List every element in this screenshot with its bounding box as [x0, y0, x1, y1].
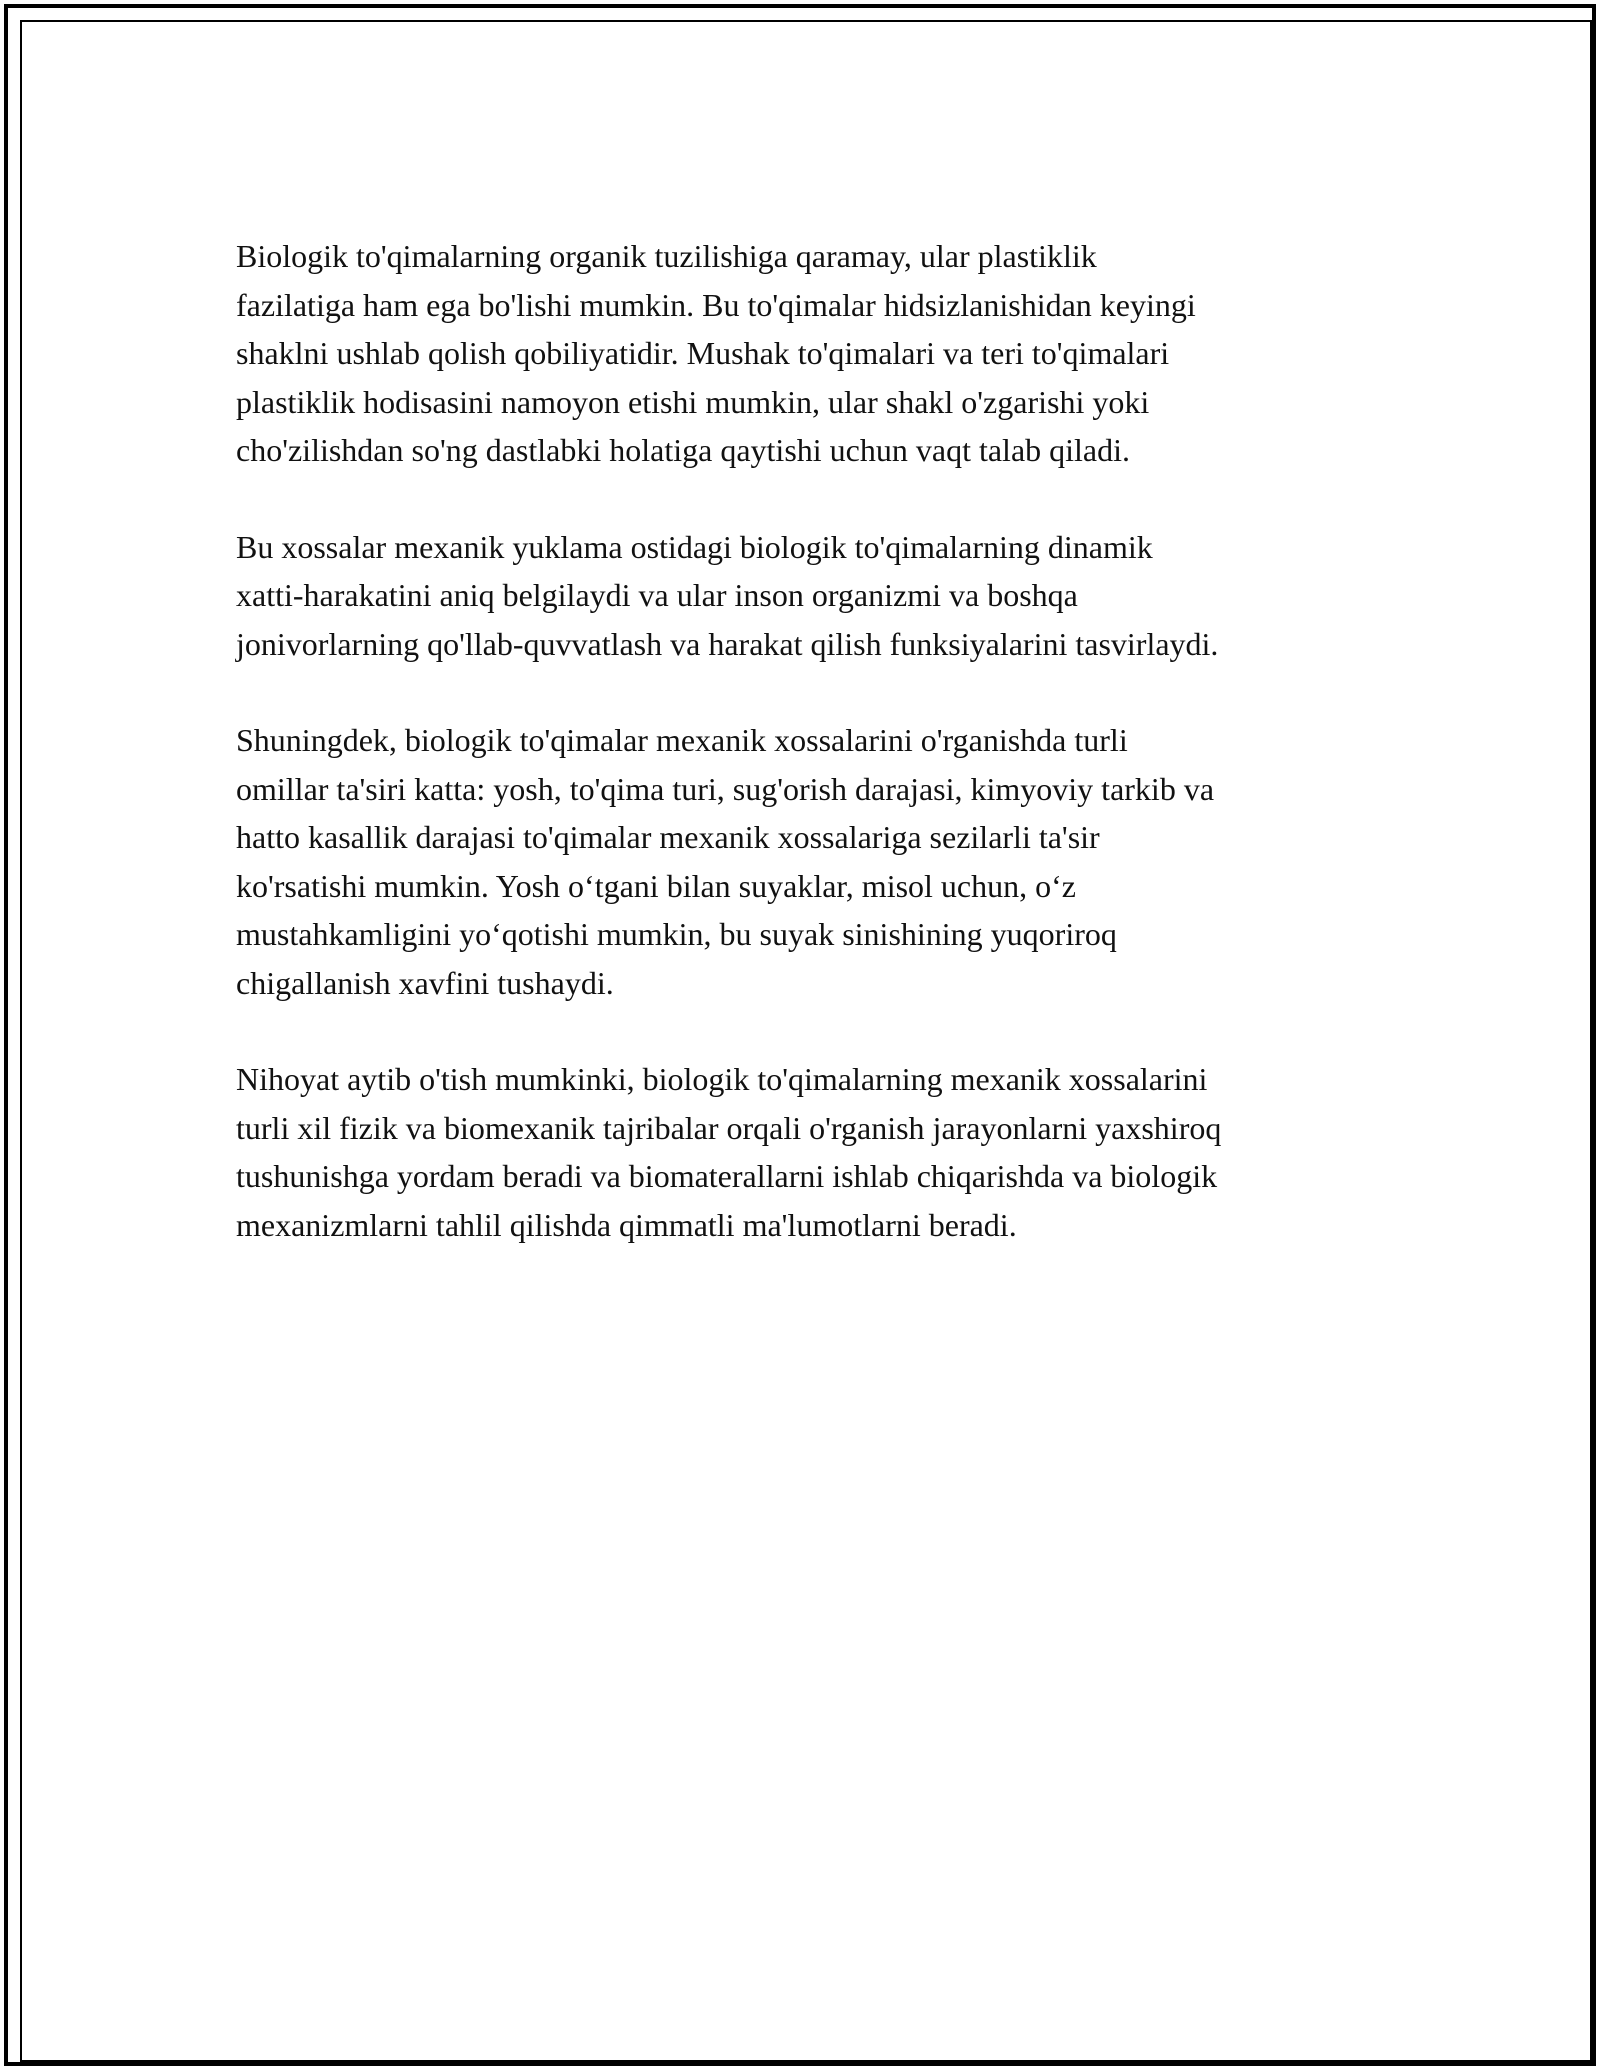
paragraph-1: Biologik to'qimalarning organik tuzilishiga qaramay, ular plastiklik fazilatiga ham ega bo'lishi mumkin. Bu to'qimalar hidsizlanishidan keyingi shaklni ushlab qolish qobiliyatidir. Mushak to'qimalari va teri to'qimalari plastiklik hodisasini namoyon etishi mumkin, ular shakl o'zgarishi yoki cho'zilishdan so'ng dastlabki holatiga qaytishi uchun vaqt talab qiladi. [236, 238, 1196, 468]
paragraph-4: Nihoyat aytib o'tish mumkinki, biologik to'qimalarning mexanik xossalarini turli xil fizik va biomexanik tajribalar orqali o'rganish jarayonlarni yaxshiroq tushunishga yordam beradi va biomaterallarni ishlab chiqarishda va biologik mexanizmlarni tahlil qilishda qimmatli ma'lumotlarni beradi. [236, 1061, 1222, 1243]
document-body [236, 232, 1386, 1297]
paragraph-3: Shuningdek, biologik to'qimalar mexanik xossalarini o'rganishda turli omillar ta'siri katta: yosh, to'qima turi, sug'orish darajasi, kimyoviy tarkib va hatto kasallik darajasi to'qimalar mexanik xossalariga sezilarli ta'sir ko'rsatishi mumkin. Yosh o‘tgani bilan suyaklar, misol uchun, o‘z mustahkamligini yo‘qotishi mumkin, bu suyak sinishining yuqoriroq chigallanish xavfini tushaydi. [236, 722, 1215, 1001]
paragraph-2: Bu xossalar mexanik yuklama ostidagi biologik to'qimalarning dinamik xatti-harakatini aniq belgilaydi va ular inson organizmi va boshqa jonivorlarning qo'llab-quvvatlash va harakat qilish funksiyalarini tasvirlaydi. [236, 528, 1219, 662]
